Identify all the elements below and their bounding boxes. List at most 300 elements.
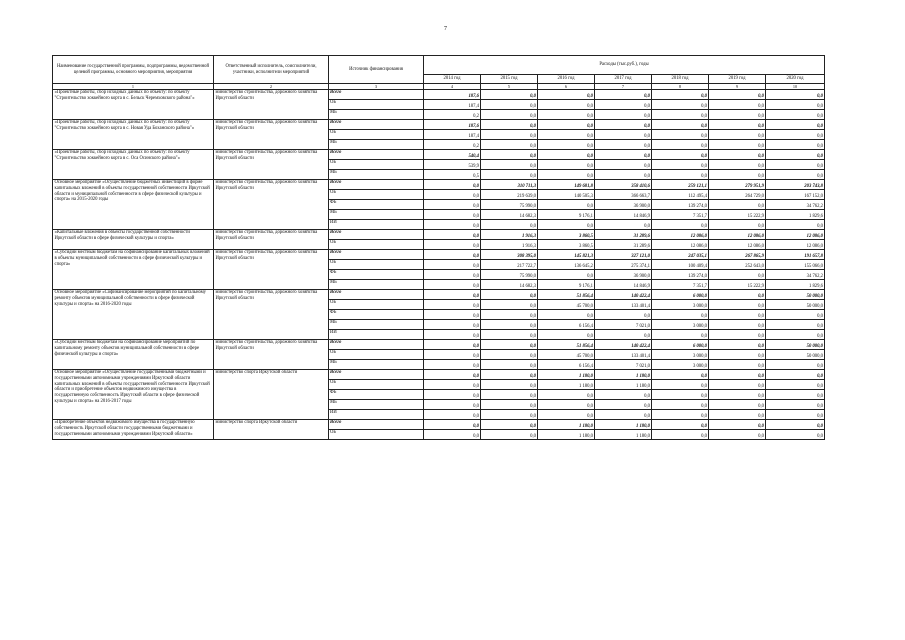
expense-value: 51 856,4 [538, 290, 595, 300]
expense-value: 9 176,1 [538, 280, 595, 290]
funding-source: ОБ [329, 160, 424, 170]
expense-value: 36 900,0 [595, 270, 652, 280]
funding-source: ФБ [329, 390, 424, 400]
expense-value: 0,0 [766, 330, 825, 340]
expense-value: 0,0 [424, 360, 481, 370]
expense-value: 133 401,4 [595, 300, 652, 310]
funding-source: Всего [329, 120, 424, 130]
expense-value: 133 401,4 [595, 350, 652, 360]
funding-source: ОБ [329, 380, 424, 390]
funding-source: ОБ [329, 350, 424, 360]
column-number: 5 [481, 84, 538, 90]
expense-value: 0,0 [538, 200, 595, 210]
expense-value: 0,0 [481, 380, 538, 390]
expense-value: 0,0 [595, 120, 652, 130]
expense-value: 0,0 [709, 350, 766, 360]
expense-value: 0,0 [481, 300, 538, 310]
expense-value: 0,0 [481, 390, 538, 400]
expense-value: 0,0 [766, 110, 825, 120]
expense-value: 167 152,0 [766, 190, 825, 200]
expense-value: 0,0 [766, 370, 825, 380]
table-row [53, 420, 825, 430]
header-expenses: Расходы (тыс.руб.), годы [424, 56, 825, 75]
column-number: 4 [424, 84, 481, 90]
expense-value: 0,0 [424, 390, 481, 400]
expense-value: 0,0 [709, 420, 766, 430]
expense-value: 0,0 [481, 170, 538, 180]
expense-value: 0,0 [766, 160, 825, 170]
column-number: 10 [766, 84, 825, 90]
expense-value: 50 000,0 [766, 340, 825, 350]
column-number: 2 [214, 84, 329, 90]
expense-value: 0,0 [766, 430, 825, 440]
funding-source: МБ [329, 360, 424, 370]
expense-value: 14 682,3 [481, 210, 538, 220]
column-number: 8 [652, 84, 709, 90]
expense-value: 0,0 [709, 150, 766, 160]
expense-value: 136 645,2 [538, 260, 595, 270]
expense-value: 0,0 [538, 330, 595, 340]
funding-source: МБ [329, 140, 424, 150]
header-year: 2018 год [652, 75, 709, 84]
expense-value: 0,0 [652, 310, 709, 320]
expense-value: 0,0 [709, 140, 766, 150]
expense-value: 0,0 [709, 110, 766, 120]
expense-value: 0,0 [709, 220, 766, 230]
funding-source: ФБ [329, 200, 424, 210]
table-body [53, 90, 825, 440]
expense-value: 3 000,0 [652, 360, 709, 370]
expense-value: 310 711,3 [481, 180, 538, 190]
expense-value: 0,0 [709, 410, 766, 420]
expense-value: 0,0 [709, 170, 766, 180]
expense-value: 0,0 [652, 410, 709, 420]
expense-value: 0,0 [481, 120, 538, 130]
expense-value: 0,0 [595, 170, 652, 180]
expense-value: 155 066,0 [766, 260, 825, 270]
column-number: 1 [53, 84, 214, 90]
expense-value: 0,0 [481, 360, 538, 370]
expense-value: 1 916,3 [481, 240, 538, 250]
expense-value: 0,0 [481, 430, 538, 440]
expense-value: 6 000,0 [652, 340, 709, 350]
expense-value: 0,0 [424, 320, 481, 330]
funding-source: Всего [329, 180, 424, 190]
expense-value: 0,0 [538, 130, 595, 140]
funding-source: ФБ [329, 310, 424, 320]
column-number: 7 [595, 84, 652, 90]
expense-value: 0,0 [538, 140, 595, 150]
expense-value: 0,0 [538, 220, 595, 230]
expense-value: 0,0 [766, 90, 825, 100]
expense-value: 14 682,3 [481, 280, 538, 290]
expense-value: 0,0 [652, 130, 709, 140]
expense-value: 15 222,9 [709, 210, 766, 220]
expense-value: 187,4 [424, 130, 481, 140]
column-number: 9 [709, 84, 766, 90]
measure-executor: министерство строительства, дорожного хозяйства Иркутской области [214, 90, 329, 120]
expense-value: 0,0 [595, 160, 652, 170]
expense-value: 112 495,4 [652, 190, 709, 200]
funding-source: МБ [329, 110, 424, 120]
expense-value: 0,0 [424, 230, 481, 240]
funding-source: Всего [329, 250, 424, 260]
expense-value: 327 121,0 [595, 250, 652, 260]
expense-value: 34 762,2 [766, 270, 825, 280]
expense-value: 51 856,4 [538, 340, 595, 350]
expense-value: 0,0 [709, 100, 766, 110]
expense-value: 12 086,0 [652, 240, 709, 250]
column-number: 3 [329, 84, 424, 90]
expense-value: 0,0 [481, 290, 538, 300]
measure-executor: министерство спорта Иркутской области [214, 370, 329, 420]
expense-value: 3 860,5 [538, 240, 595, 250]
expense-value: 50 000,0 [766, 350, 825, 360]
expense-value: 36 900,0 [595, 200, 652, 210]
table-row [53, 120, 825, 130]
header-year: 2019 год [709, 75, 766, 84]
expense-value: 7 351,7 [652, 210, 709, 220]
expense-value: 0,0 [424, 340, 481, 350]
table-header [53, 56, 825, 90]
funding-source: Всего [329, 370, 424, 380]
expense-value: 0,0 [481, 340, 538, 350]
measure-name: Основное мероприятие «Осуществление бюджетных инвестиций в форме капитальных вложений в объекты государственной собственности Иркутской области и муниципальной собственности в сфере физической культуры и спорта» на 2015-2020 годы [53, 180, 214, 230]
expense-value: 0,0 [709, 340, 766, 350]
expense-value: 3 860,5 [538, 230, 595, 240]
expense-value: 0,0 [481, 350, 538, 360]
expense-value: 0,0 [766, 130, 825, 140]
table-row [53, 230, 825, 240]
expense-value: 12 086,0 [766, 240, 825, 250]
expense-value: 0,0 [595, 400, 652, 410]
expense-value: 0,0 [481, 310, 538, 320]
expense-value: 0,0 [481, 150, 538, 160]
header-year: 2016 год [538, 75, 595, 84]
measure-name: «Субсидии местным бюджетам на софинансирование мероприятий по капитальному ремонту объектов муниципальной собственности в сфере физической культуры и спорта» [53, 340, 214, 370]
expense-value: 0,0 [652, 150, 709, 160]
measure-name: «Проектные работы, сбор исходных данных по объекту: по объекту "Строительство хоккейного корта в с. Бельск Черемховского района"» [53, 90, 214, 120]
expense-value: 0,0 [766, 170, 825, 180]
expense-value: 0,0 [652, 160, 709, 170]
expense-value: 279 951,9 [709, 180, 766, 190]
expense-value: 0,0 [424, 240, 481, 250]
header-year: 2017 год [595, 75, 652, 84]
expense-value: 0,0 [424, 250, 481, 260]
table-row [53, 90, 825, 100]
measure-executor: министерство строительства, дорожного хозяйства Иркутской области [214, 150, 329, 180]
expense-value: 3 000,0 [652, 300, 709, 310]
expense-value: 259 121,1 [652, 180, 709, 190]
expense-value: 1 180,0 [538, 430, 595, 440]
expense-value: 267 865,9 [709, 250, 766, 260]
measure-name: «Капитальные вложения в объекты государственной собственности Иркутской области в сфере физической культуры и спорта» [53, 230, 214, 250]
funding-source: Всего [329, 230, 424, 240]
expense-value: 0,0 [538, 110, 595, 120]
expense-value: 0,0 [709, 290, 766, 300]
expense-value: 0,0 [595, 140, 652, 150]
expense-value: 0,0 [481, 410, 538, 420]
expense-value: 0,0 [538, 410, 595, 420]
expense-value: 0,0 [766, 420, 825, 430]
expense-value: 187,6 [424, 120, 481, 130]
page-number: 7 [444, 26, 447, 32]
expense-value: 0,0 [424, 330, 481, 340]
funding-source: Всего [329, 150, 424, 160]
funding-source: ИИ [329, 220, 424, 230]
expense-value: 50 000,0 [766, 290, 825, 300]
expense-value: 0,0 [424, 310, 481, 320]
expense-value: 1 180,0 [595, 370, 652, 380]
expense-value: 0,0 [709, 380, 766, 390]
expense-value: 0,0 [538, 390, 595, 400]
expense-value: 0,0 [652, 120, 709, 130]
expense-value: 0,0 [766, 410, 825, 420]
expense-value: 252 643,0 [709, 260, 766, 270]
table-row [53, 250, 825, 260]
table-row [53, 340, 825, 350]
expense-value: 75 990,0 [481, 270, 538, 280]
expense-value: 0,0 [709, 330, 766, 340]
expense-value: 0,0 [481, 220, 538, 230]
expense-value: 0,0 [481, 160, 538, 170]
expense-value: 0,0 [595, 310, 652, 320]
measure-executor: министерство строительства, дорожного хозяйства Иркутской области [214, 290, 329, 340]
expense-value: 0,0 [652, 400, 709, 410]
expense-value: 0,0 [538, 170, 595, 180]
expense-value: 264 729,0 [709, 190, 766, 200]
expense-value: 187,4 [424, 100, 481, 110]
expense-value: 0,0 [709, 200, 766, 210]
expense-value: 1 829,6 [766, 210, 825, 220]
expense-value: 0,0 [652, 330, 709, 340]
expense-value: 247 035,1 [652, 250, 709, 260]
table-row [53, 290, 825, 300]
expense-value: 0,0 [481, 130, 538, 140]
expense-value: 0,0 [538, 90, 595, 100]
expense-value: 6 156,4 [538, 360, 595, 370]
expense-value: 0,0 [709, 430, 766, 440]
expense-value: 9 176,1 [538, 210, 595, 220]
expense-value: 0,0 [766, 390, 825, 400]
expense-value: 0,0 [766, 360, 825, 370]
expense-value: 12 086,0 [652, 230, 709, 240]
expense-value: 1 916,3 [481, 230, 538, 240]
header-year: 2014 год [424, 75, 481, 84]
expense-value: 0,0 [538, 160, 595, 170]
expense-value: 0,0 [709, 120, 766, 130]
expense-value: 0,0 [595, 100, 652, 110]
measure-executor: министерство строительства, дорожного хозяйства Иркутской области [214, 120, 329, 150]
expense-value: 217 722,7 [481, 260, 538, 270]
expense-value: 0,0 [538, 270, 595, 280]
expense-value: 3 000,0 [652, 350, 709, 360]
expense-value: 0,0 [709, 130, 766, 140]
expense-value: 0,0 [652, 430, 709, 440]
measure-executor: министерство строительства, дорожного хозяйства Иркутской области [214, 340, 329, 370]
expense-value: 0,0 [709, 360, 766, 370]
expense-value: 0,2 [424, 110, 481, 120]
expense-value: 14 846,9 [595, 280, 652, 290]
funding-source: ОБ [329, 190, 424, 200]
expense-value: 0,0 [481, 100, 538, 110]
expense-value: 1 180,0 [595, 430, 652, 440]
expense-value: 0,0 [424, 420, 481, 430]
expense-value: 0,0 [766, 320, 825, 330]
expense-value: 0,0 [538, 150, 595, 160]
expense-value: 12 086,0 [766, 230, 825, 240]
expense-value: 0,0 [424, 210, 481, 220]
funding-source: ОБ [329, 130, 424, 140]
expense-value: 0,0 [766, 220, 825, 230]
expense-value: 0,0 [709, 310, 766, 320]
expense-value: 1 180,0 [595, 380, 652, 390]
funding-source: МБ [329, 400, 424, 410]
expense-value: 1 180,0 [595, 420, 652, 430]
expense-value: 0,0 [481, 400, 538, 410]
expense-value: 6 156,4 [538, 320, 595, 330]
funding-source: ИИ [329, 330, 424, 340]
expense-value: 140 422,4 [595, 290, 652, 300]
funding-source: Всего [329, 290, 424, 300]
expense-value: 0,0 [595, 390, 652, 400]
expense-value: 139 274,0 [652, 270, 709, 280]
expense-value: 7 021,0 [595, 360, 652, 370]
funding-source: ИИ [329, 410, 424, 420]
funding-source: ОБ [329, 300, 424, 310]
expense-value: 0,0 [652, 100, 709, 110]
expense-value: 12 086,0 [709, 230, 766, 240]
expense-value: 0,0 [424, 350, 481, 360]
measure-name: «Приобретение объектов недвижимого имущества в государственную собственность Иркутской области государственными бюджетными и государственными автономными учреждениями Иркутской области» [53, 420, 214, 440]
expense-value: 145 821,3 [538, 250, 595, 260]
expense-value: 0,0 [595, 150, 652, 160]
expense-value: 0,0 [766, 120, 825, 130]
expense-value: 0,2 [424, 140, 481, 150]
expense-value: 0,0 [424, 410, 481, 420]
expense-value: 7 021,0 [595, 320, 652, 330]
funding-source: ОБ [329, 260, 424, 270]
expense-value: 0,0 [595, 220, 652, 230]
expense-value: 187,6 [424, 90, 481, 100]
expense-value: 0,0 [709, 160, 766, 170]
measure-executor: министерство спорта Иркутской области [214, 420, 329, 440]
expense-value: 0,5 [424, 170, 481, 180]
expense-value: 0,0 [424, 180, 481, 190]
expense-value: 0,0 [595, 110, 652, 120]
expense-value: 75 990,0 [481, 200, 538, 210]
expense-value: 0,0 [424, 260, 481, 270]
expense-value: 0,0 [424, 270, 481, 280]
expense-value: 1 180,0 [538, 370, 595, 380]
expense-value: 0,0 [652, 390, 709, 400]
expense-value: 0,0 [481, 110, 538, 120]
expense-value: 50 000,0 [766, 300, 825, 310]
expense-value: 0,0 [595, 330, 652, 340]
expense-value: 14 846,9 [595, 210, 652, 220]
expense-value: 139 274,0 [652, 200, 709, 210]
expense-value: 191 657,8 [766, 250, 825, 260]
expense-value: 0,0 [481, 320, 538, 330]
expense-value: 0,0 [766, 380, 825, 390]
expense-value: 0,0 [709, 300, 766, 310]
expense-value: 0,0 [481, 370, 538, 380]
expense-value: 0,0 [652, 220, 709, 230]
table-row [53, 150, 825, 160]
header-source: Источник финансирования [329, 56, 424, 84]
expense-value: 0,0 [424, 190, 481, 200]
table-row [53, 370, 825, 380]
table-row [53, 180, 825, 190]
measure-name: Основное мероприятие «Софинансирование мероприятий по капитальному ремонту объектов муниципальной собственности в сфере физической культуры и спорта» на 2016-2020 годы [53, 290, 214, 340]
expense-value: 0,0 [652, 140, 709, 150]
expense-value: 7 351,7 [652, 280, 709, 290]
expense-value: 31 289,6 [595, 240, 652, 250]
expense-value: 1 180,0 [538, 380, 595, 390]
expense-value: 0,0 [652, 370, 709, 380]
funding-source: Всего [329, 340, 424, 350]
expense-value: 539,9 [424, 160, 481, 170]
funding-source: МБ [329, 210, 424, 220]
expense-value: 0,0 [481, 330, 538, 340]
header-executor: Ответственный исполнитель, соисполнители, участники, исполнители мероприятий [214, 56, 329, 84]
funding-source: МБ [329, 320, 424, 330]
expense-value: 366 663,7 [595, 190, 652, 200]
funding-source: МБ [329, 280, 424, 290]
funding-source: Всего [329, 90, 424, 100]
measure-name: «Проектные работы, сбор исходных данных по объекту: по объекту "Строительство хоккейного корта в с. Новая Уда Боханского района"» [53, 120, 214, 150]
measure-name: «Проектные работы, сбор исходных данных по объекту: по объекту "Строительство хоккейного корта в с. Оса Осинского района"» [53, 150, 214, 180]
measure-executor: министерство строительства, дорожного хозяйства Иркутской области [214, 250, 329, 290]
header-year: 2015 год [481, 75, 538, 84]
expense-value: 0,0 [424, 280, 481, 290]
expense-value: 0,0 [481, 90, 538, 100]
expense-value: 540,4 [424, 150, 481, 160]
expense-value: 31 289,6 [595, 230, 652, 240]
expense-value: 0,0 [481, 420, 538, 430]
expense-value: 0,0 [652, 110, 709, 120]
expense-value: 34 762,2 [766, 200, 825, 210]
expense-value: 0,0 [709, 90, 766, 100]
funding-source: Всего [329, 420, 424, 430]
expense-value: 358 410,6 [595, 180, 652, 190]
expense-value: 1 180,0 [538, 420, 595, 430]
funding-source: ФБ [329, 270, 424, 280]
expense-value: 219 639,0 [481, 190, 538, 200]
expense-value: 0,0 [709, 370, 766, 380]
expense-value: 0,0 [766, 100, 825, 110]
expense-value: 0,0 [709, 270, 766, 280]
expense-value: 0,0 [424, 290, 481, 300]
expense-value: 0,0 [424, 400, 481, 410]
expense-value: 0,0 [652, 380, 709, 390]
funding-source: ОБ [329, 100, 424, 110]
expense-value: 0,0 [709, 390, 766, 400]
expense-value: 1 829,6 [766, 280, 825, 290]
measure-executor: министерство строительства, дорожного хозяйства Иркутской области [214, 230, 329, 250]
expense-value: 0,0 [538, 100, 595, 110]
expense-value: 0,0 [652, 420, 709, 430]
expense-value: 0,0 [424, 370, 481, 380]
expense-value: 12 086,0 [709, 240, 766, 250]
expense-value: 45 700,0 [538, 300, 595, 310]
expense-value: 203 743,8 [766, 180, 825, 190]
measure-name: «Субсидии местным бюджетам на софинансирование капитальных вложений в объекты муниципальной собственности в сфере физической культуры и спорта» [53, 250, 214, 290]
funding-source: ОБ [329, 430, 424, 440]
expense-value: 140 422,4 [595, 340, 652, 350]
expense-value: 45 700,0 [538, 350, 595, 360]
expense-value: 308 395,0 [481, 250, 538, 260]
